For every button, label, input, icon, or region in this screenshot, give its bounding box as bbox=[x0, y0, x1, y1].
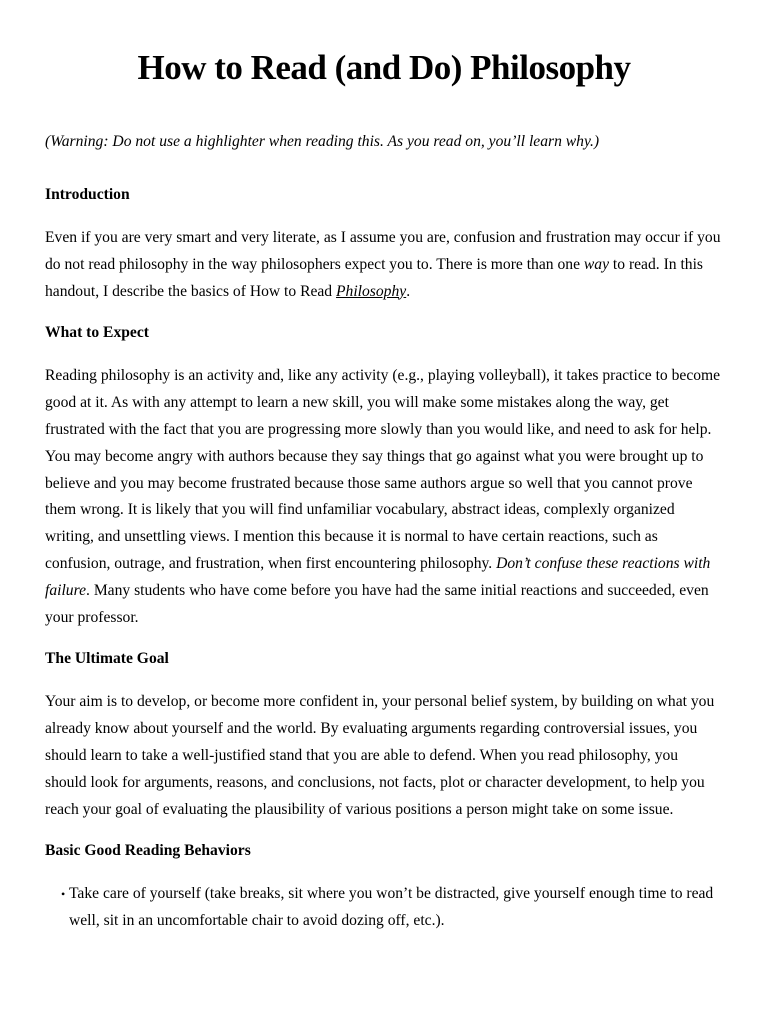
paragraph-what-to-expect bbox=[45, 363, 723, 631]
list-item bbox=[45, 881, 723, 935]
intro-text-3: . bbox=[406, 282, 411, 300]
page-title: How to Read (and Do) Philosophy bbox=[137, 48, 631, 87]
list-item-text: Take care of yourself (take breaks, sit where you won’t be distracted, give yourself enough time to read well, sit in an uncomfortable chair to avoid dozing off, etc.). bbox=[69, 885, 714, 930]
section-heading-what-to-expect: What to Expect bbox=[45, 324, 149, 342]
bullet-list-behaviors bbox=[45, 881, 723, 935]
section-heading-introduction: Introduction bbox=[45, 186, 130, 203]
section-heading-basic-behaviors: Basic Good Reading Behaviors bbox=[45, 842, 251, 860]
expect-text-2: . Many students who have come before you have had the same initial reactions and succeeded, even your professor. bbox=[45, 581, 709, 626]
intro-text-1: Even if you are very smart and very literate, as I assume you are, confusion and frustration may occur if you do not read philosophy in the way philosophers expect you to. There is more than one bbox=[45, 229, 721, 273]
paragraph-ultimate-goal: Your aim is to develop, or become more confident in, your personal belief system, by building on what you already know about yourself and the world. By evaluating arguments regarding controversial issues, you should learn to take a well-justified stand that you are able to defend. When you read philosophy, you should look for arguments, reasons, and conclusions, not facts, plot or character development, to help you reach your goal of evaluating the plausibility of various positions a person might take on some issue. bbox=[45, 693, 715, 818]
expect-emphasis: Don’t confuse these reactions with failure bbox=[45, 554, 711, 599]
warning-note: (Warning: Do not use a highlighter when reading this. As you read on, you’ll learn why.) bbox=[45, 133, 600, 150]
intro-text-2: to read. In this handout, I describe the basics of How to Read bbox=[45, 255, 703, 300]
paragraph-introduction bbox=[45, 225, 723, 305]
section-heading-ultimate-goal: The Ultimate Goal bbox=[45, 650, 169, 668]
intro-emphasis-philosophy: Philosophy bbox=[336, 282, 407, 300]
expect-text-1: Reading philosophy is an activity and, like any activity (e.g., playing volleyball), it takes practice to become good at it. As with any attempt to learn a new skill, you will make some mistakes along the way, get frustrated with the fact that you are progressing more slowly than you would like, and need to ask for help. You may become angry with authors because they say things that go against what you were brought up to believe and you may become frustrated because those same authors argue so well that you cannot prove them wrong. It is likely that you will find unfamiliar vocabulary, abstract ideas, complexly organized writing, and unsettling views. I mention this because it is normal to have certain reactions, such as confusion, outrage, and frustration, when first encountering philosophy. bbox=[45, 367, 721, 572]
intro-emphasis-way: way bbox=[583, 255, 610, 273]
bullet-icon: • bbox=[61, 887, 66, 902]
